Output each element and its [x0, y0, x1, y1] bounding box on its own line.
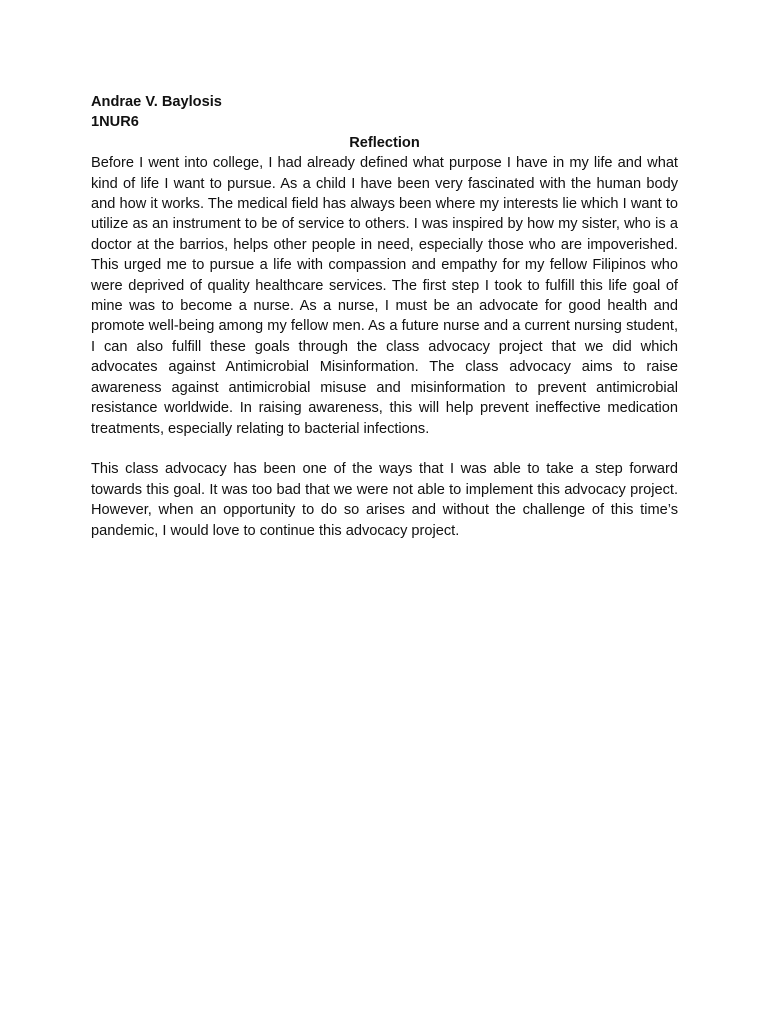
document-title: Reflection	[349, 134, 420, 151]
author-name: Andrae V. Baylosis	[91, 94, 222, 110]
document-body	[91, 92, 678, 541]
paragraph-1: Before I went into college, I had already defined what purpose I have in my life and what kind of life I want to pursue. As a child I have been very fascinated with the human body and how it works. The medical field has always been where my interests lie which I want to utilize as an instrument to be of service to others. I was inspired by how my sister, who is a doctor at the barrios, helps other people in need, especially those who are impoverished. This urged me to pursue a life with compassion and empathy for my fellow Filipinos who were deprived of quality healthcare services. The first step I took to fulfill this life goal of mine was to become a nurse. As a nurse, I must be an advocate for good health and promote well-being among my fellow men. As a future nurse and a current nursing student, I can also fulfill these goals through the class advocacy project that we did which advocates against Antimicrobial Misinformation. The class advocacy aims to raise awareness against antimicrobial misuse and misinformation to prevent antimicrobial resistance worldwide. In raising awareness, this will help prevent ineffective medication treatments, especially relating to bacterial infections.	[91, 155, 678, 437]
paragraph-2: This class advocacy has been one of the ways that I was able to take a step forward towards this goal. It was too bad that we were not able to implement this advocacy project. However, when an opportunity to do so arises and without the challenge of this time’s pandemic, I would love to continue this advocacy project.	[91, 461, 678, 539]
class-section: 1NUR6	[91, 114, 139, 131]
